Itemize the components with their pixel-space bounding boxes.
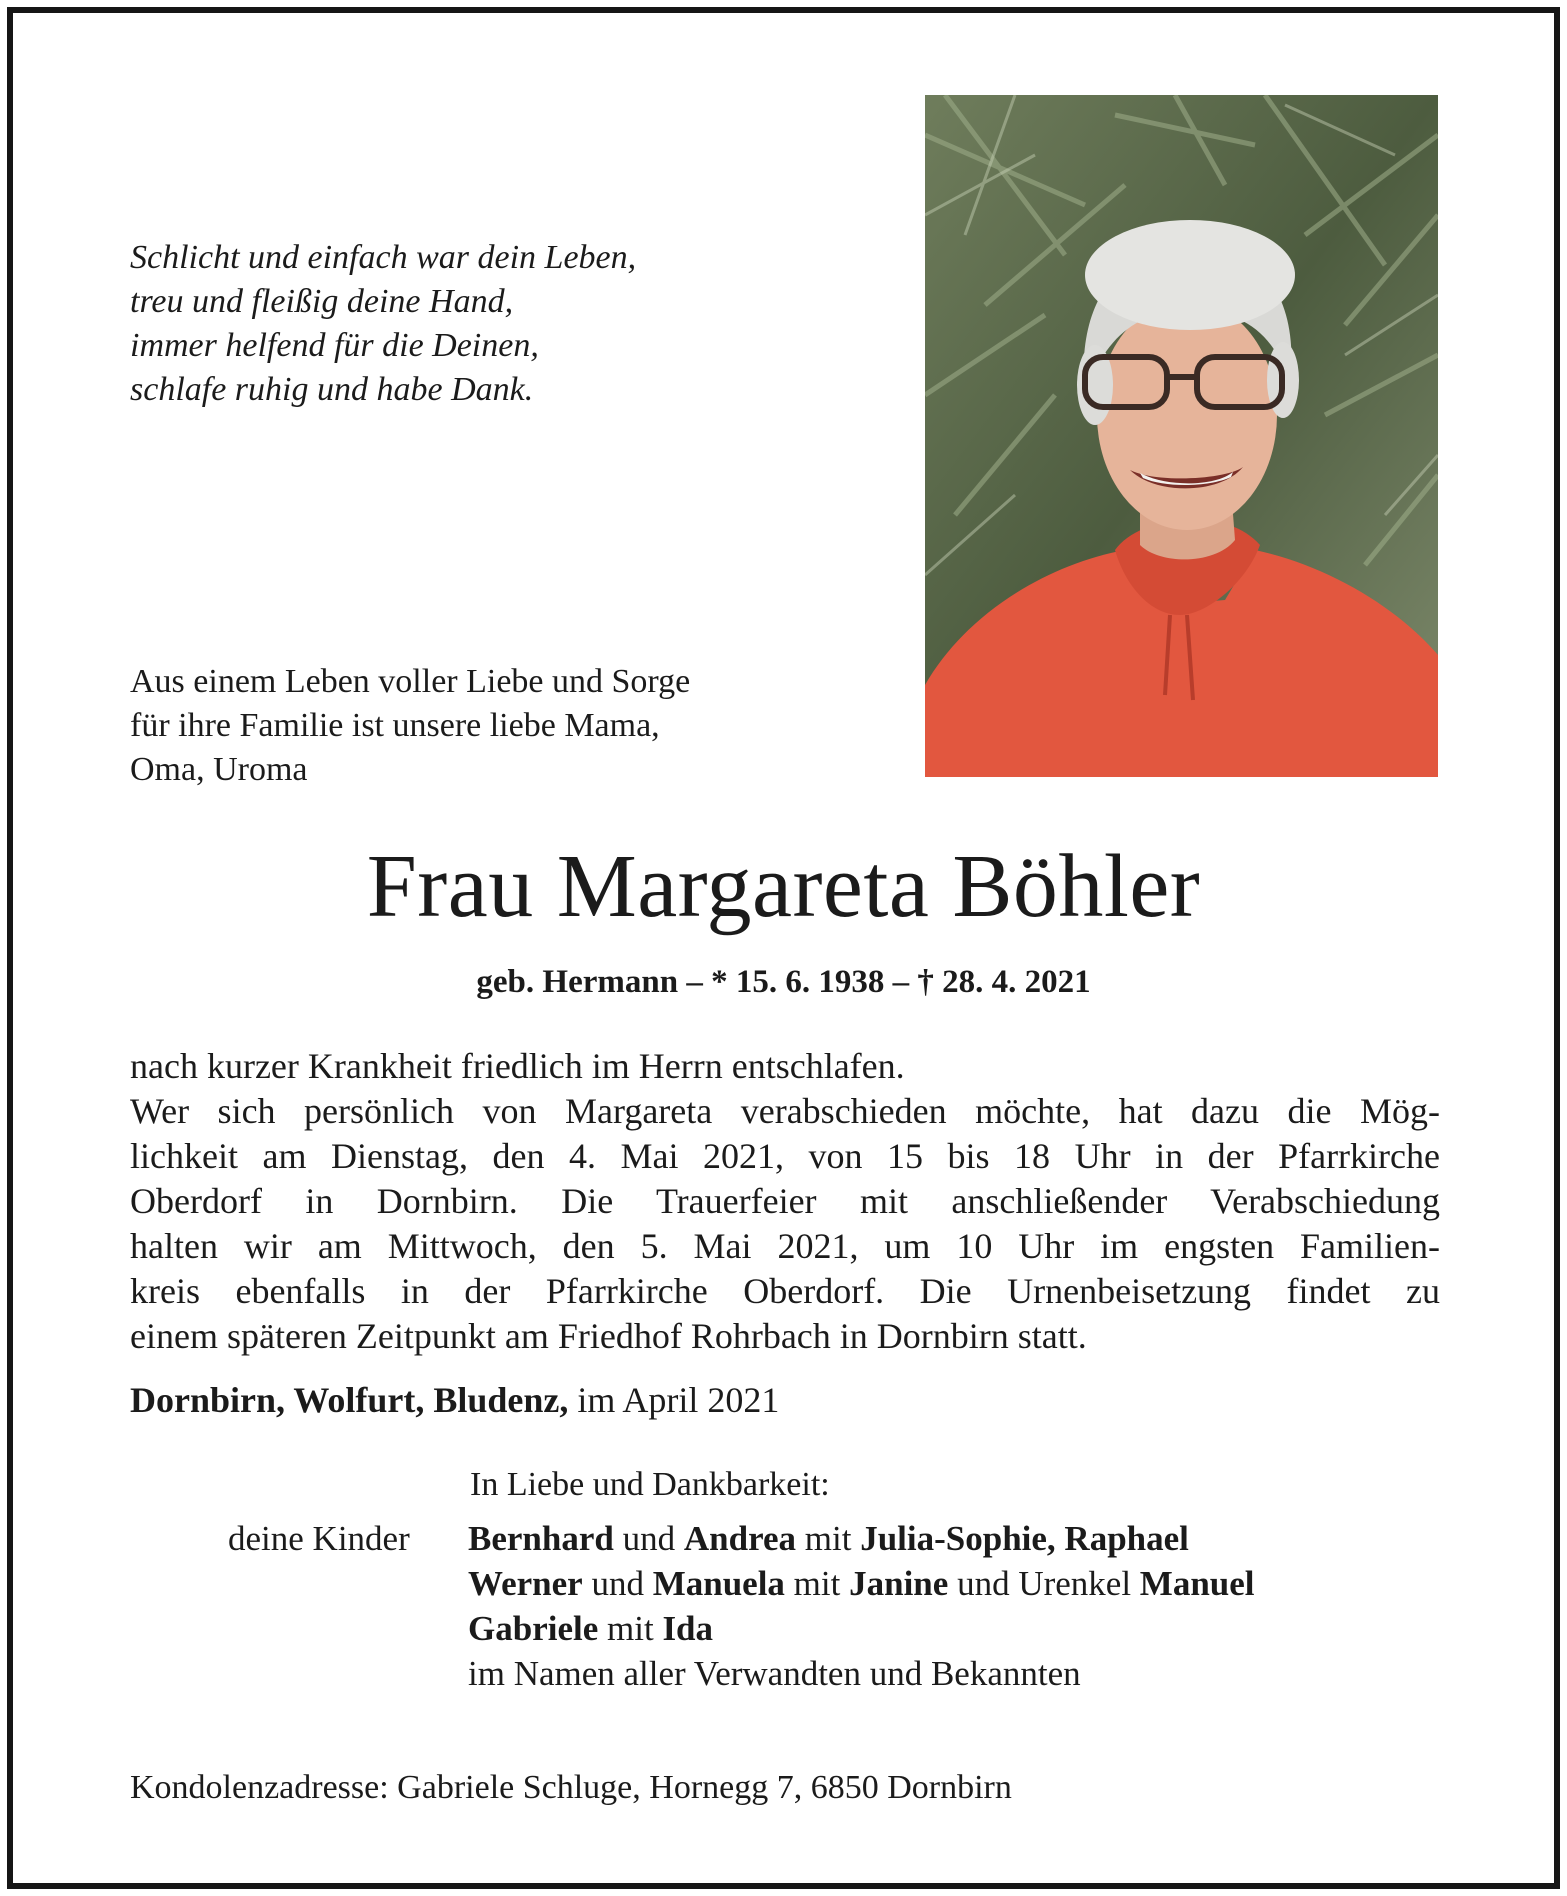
intro-line: für ihre Familie ist unsere liebe Mama,: [130, 707, 660, 744]
body-line: kreis ebenfalls in der Pfarrkirche Oberdorf. Die Urnenbeisetzung findet zu: [130, 1271, 1440, 1311]
family-line: [468, 1561, 1438, 1606]
body-line: Wer sich persönlich von Margareta verabschieden möchte, hat dazu die Mög-: [130, 1091, 1440, 1131]
family-name: Manuel: [1139, 1564, 1255, 1603]
body-line: lichkeit am Dienstag, den 4. Mai 2021, von 15 bis 18 Uhr in der Pfarrkirche: [130, 1136, 1440, 1176]
intro-line: Oma, Uroma: [130, 751, 308, 788]
places: Dornbirn, Wolfurt, Bludenz,: [130, 1380, 569, 1420]
body-line: Oberdorf in Dornbirn. Die Trauerfeier mit anschließender Verabschiedung: [130, 1181, 1440, 1221]
family-line: [468, 1606, 1438, 1651]
children-label: deine Kinder: [228, 1519, 410, 1558]
connector: und: [582, 1564, 653, 1603]
body-line: halten wir am Mittwoch, den 5. Mai 2021, um 10 Uhr im engsten Familien-: [130, 1226, 1440, 1266]
connector: mit: [796, 1519, 861, 1558]
deceased-name: Frau Margareta Böhler: [366, 837, 1201, 936]
intro-line: Aus einem Leben voller Liebe und Sorge: [130, 663, 691, 700]
poem-line: immer helfend für die Deinen,: [130, 327, 539, 364]
portrait-photo: [925, 95, 1438, 777]
family-line: [468, 1516, 1438, 1561]
family-name: Julia-Sophie, Raphael: [860, 1519, 1189, 1558]
condolence-address: Kondolenzadresse: Gabriele Schluge, Hornegg 7, 6850 Dornbirn: [130, 1769, 1012, 1806]
family-name: Ida: [662, 1609, 714, 1648]
family-name: Manuela: [652, 1564, 785, 1603]
connector: und Urenkel: [948, 1564, 1140, 1603]
memorial-poem: [130, 236, 850, 412]
birth-death-line: geb. Hermann – * 15. 6. 1938 – † 28. 4. 2021: [476, 964, 1091, 1000]
body-line: nach kurzer Krankheit friedlich im Herrn entschlafen.: [130, 1046, 905, 1086]
intro-text: [130, 660, 850, 792]
family-name: Werner: [468, 1564, 583, 1603]
poem-line: Schlicht und einfach war dein Leben,: [130, 239, 637, 276]
body-line: einem späteren Zeitpunkt am Friedhof Rohrbach in Dornbirn statt.: [130, 1316, 1087, 1356]
connector: und: [613, 1519, 684, 1558]
connector: mit: [598, 1609, 663, 1648]
place-date-line: [130, 1378, 779, 1423]
family-name: Bernhard: [468, 1519, 614, 1558]
family-name: Gabriele: [468, 1609, 599, 1648]
announcement-text: [130, 1044, 1440, 1359]
family-signatures: [468, 1516, 1438, 1696]
date-text: im April 2021: [568, 1380, 780, 1420]
poem-line: treu und fleißig deine Hand,: [130, 283, 514, 320]
family-name: Andrea: [683, 1519, 797, 1558]
portrait-illustration: [925, 95, 1438, 777]
poem-line: schlafe ruhig und habe Dank.: [130, 371, 534, 408]
thanks-line: In Liebe und Dankbarkeit:: [470, 1466, 830, 1503]
relatives-line: im Namen aller Verwandten und Bekannten: [468, 1654, 1081, 1693]
connector: mit: [784, 1564, 850, 1603]
family-name: Janine: [849, 1564, 949, 1603]
